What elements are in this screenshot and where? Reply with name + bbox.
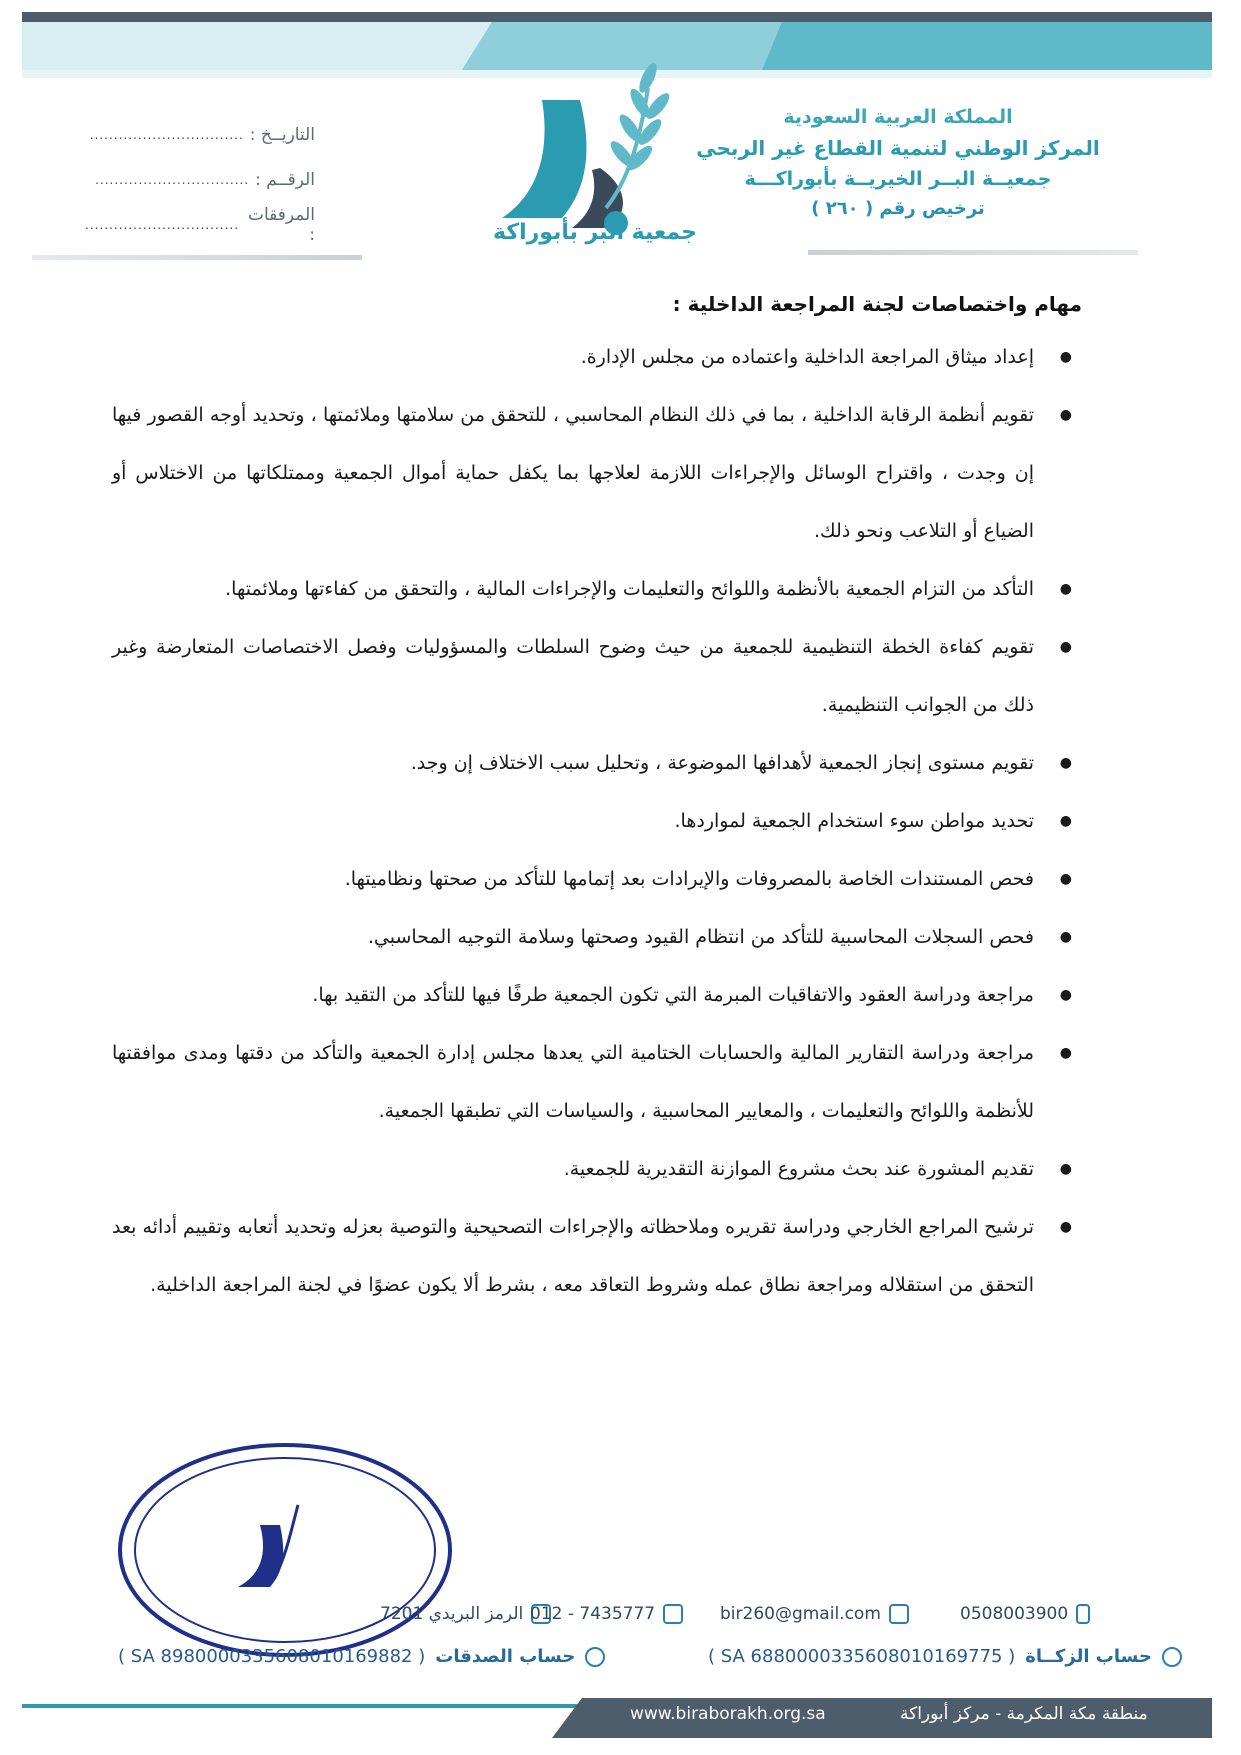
list-item: ● تقويم مستوى إنجاز الجمعية لأهدافها الموضوعة ، وتحليل سبب الاختلاف إن وجد.	[112, 734, 1082, 792]
mobile-phone-icon	[1076, 1604, 1090, 1624]
list-item: ● ترشيح المراجع الخارجي ودراسة تقريره وملاحظاته والإجراءات التصحيحية والتوصية بعزله وتحديد أتعابه وتقييم أدائه بعد التحقق من استقلاله ومراجعة نطاق عمله وشروط التعاقد معه ، بشرط ألا يكون عضوًا في لجنة المراجعة الداخلية.	[112, 1198, 1082, 1314]
date-field	[85, 112, 315, 157]
list-item: ● مراجعة ودراسة التقارير المالية والحسابات الختامية التي يعدها مجلس إدارة الجمعية والتأكد من دقتها ومدى موافقتها للأنظمة واللوائح والتعليمات ، والمعايير المحاسبية ، والسياسات التي تطبقها الجمعية.	[112, 1024, 1082, 1140]
fax-number: 012 - 7435777	[530, 1604, 656, 1624]
fax-info	[530, 1604, 683, 1624]
phone-number[interactable]: 0508003900	[960, 1604, 1069, 1624]
attachments-label: المرفقات :	[247, 204, 315, 245]
website-link[interactable]: www.biraborakh.org.sa	[630, 1704, 826, 1724]
number-dots: ................................	[95, 172, 250, 187]
header-divider-left	[32, 255, 362, 260]
date-dots: ................................	[89, 127, 244, 142]
number-field	[85, 157, 315, 202]
list-item: ● التأكد من التزام الجمعية بالأنظمة واللوائح والتعليمات والإجراءات المالية ، والتحقق من كفاءتها وملائمتها.	[112, 560, 1082, 618]
list-item: ● فحص المستندات الخاصة بالمصروفات والإيرادات بعد إتمامها للتأكد من صحتها ونظاميتها.	[112, 850, 1082, 908]
charity-account-number: ( SA 8980000335608010169882 )	[118, 1646, 426, 1667]
zakat-account-label: حساب الزكــاة	[1025, 1646, 1152, 1667]
list-item: ● تقديم المشورة عند بحث مشروع الموازنة التقديرية للجمعية.	[112, 1140, 1082, 1198]
charity-account-label: حساب الصدقات	[435, 1646, 576, 1667]
document-title: مهام واختصاصات لجنة المراجعة الداخلية :	[672, 292, 1082, 316]
zakat-account	[708, 1646, 1182, 1667]
bank-icon	[585, 1647, 605, 1667]
organization-header	[683, 106, 1113, 227]
country-name: المملكة العربية السعودية	[783, 106, 1013, 128]
list-item: ● تحديد مواطن سوء استخدام الجمعية لمواردها.	[112, 792, 1082, 850]
fax-icon	[663, 1604, 683, 1624]
list-item: ● تقويم كفاءة الخطة التنظيمية للجمعية من حيث وضوح السلطات والمسؤوليات وفصل الاختصاصات المتعارضة وغير ذلك من الجوانب التنظيمية.	[112, 618, 1082, 734]
postal-code: الرمز البريدي 7201	[380, 1604, 524, 1624]
document-meta-fields	[85, 112, 315, 247]
list-item: ● فحص السجلات المحاسبية للتأكد من انتظام القيود وصحتها وسلامة التوجيه المحاسبي.	[112, 908, 1082, 966]
header-divider-right	[808, 250, 1138, 255]
list-item: ● تقويم أنظمة الرقابة الداخلية ، بما في ذلك النظام المحاسبي ، للتحقق من سلامتها وملائمتها ، وتحديد أوجه القصور فيها إن وجدت ، واقتراح الوسائل والإجراءات اللازمة لعلاجها بما يكفل حماية أموال الجمعية وممتلكاتها من الاختلاس أو الضياع أو التلاعب ونحو ذلك.	[112, 386, 1082, 560]
charity-account	[118, 1646, 605, 1667]
association-name: جمعيــة البــر الخيريــة بأبوراكـــة	[744, 168, 1052, 190]
email-info[interactable]	[720, 1604, 909, 1624]
number-label: الرقــم :	[255, 169, 315, 190]
logo-wordmark: جمعية البر بأبوراكة	[492, 220, 698, 245]
supervising-center: المركز الوطني لتنمية القطاع غير الربحي	[696, 136, 1100, 160]
address-text: منطقة مكة المكرمة - مركز أبوراكة	[900, 1704, 1148, 1724]
email-address[interactable]: bir260@gmail.com	[720, 1604, 881, 1624]
list-item: ● إعداد ميثاق المراجعة الداخلية واعتماده من مجلس الإدارة.	[112, 328, 1082, 386]
zakat-account-number: ( SA 6880000335608010169775 )	[708, 1646, 1016, 1667]
contact-bar	[100, 1604, 1130, 1636]
document-body	[112, 292, 1082, 1314]
postal-info	[380, 1604, 551, 1624]
attachments-dots: ................................	[85, 217, 240, 232]
envelope-icon	[889, 1604, 909, 1624]
bank-accounts	[100, 1646, 1180, 1680]
attachments-field	[85, 202, 315, 247]
date-label: التاريــخ :	[249, 124, 315, 145]
license-number: ترخيص رقم ( ٢٦٠ )	[811, 198, 985, 219]
phone-info[interactable]	[960, 1604, 1090, 1624]
list-item: ● مراجعة ودراسة العقود والاتفاقيات المبرمة التي تكون الجمعية طرفًا فيها للتأكد من التقيد بها.	[112, 966, 1082, 1024]
bank-icon	[1162, 1647, 1182, 1667]
tasks-list	[112, 328, 1082, 1314]
